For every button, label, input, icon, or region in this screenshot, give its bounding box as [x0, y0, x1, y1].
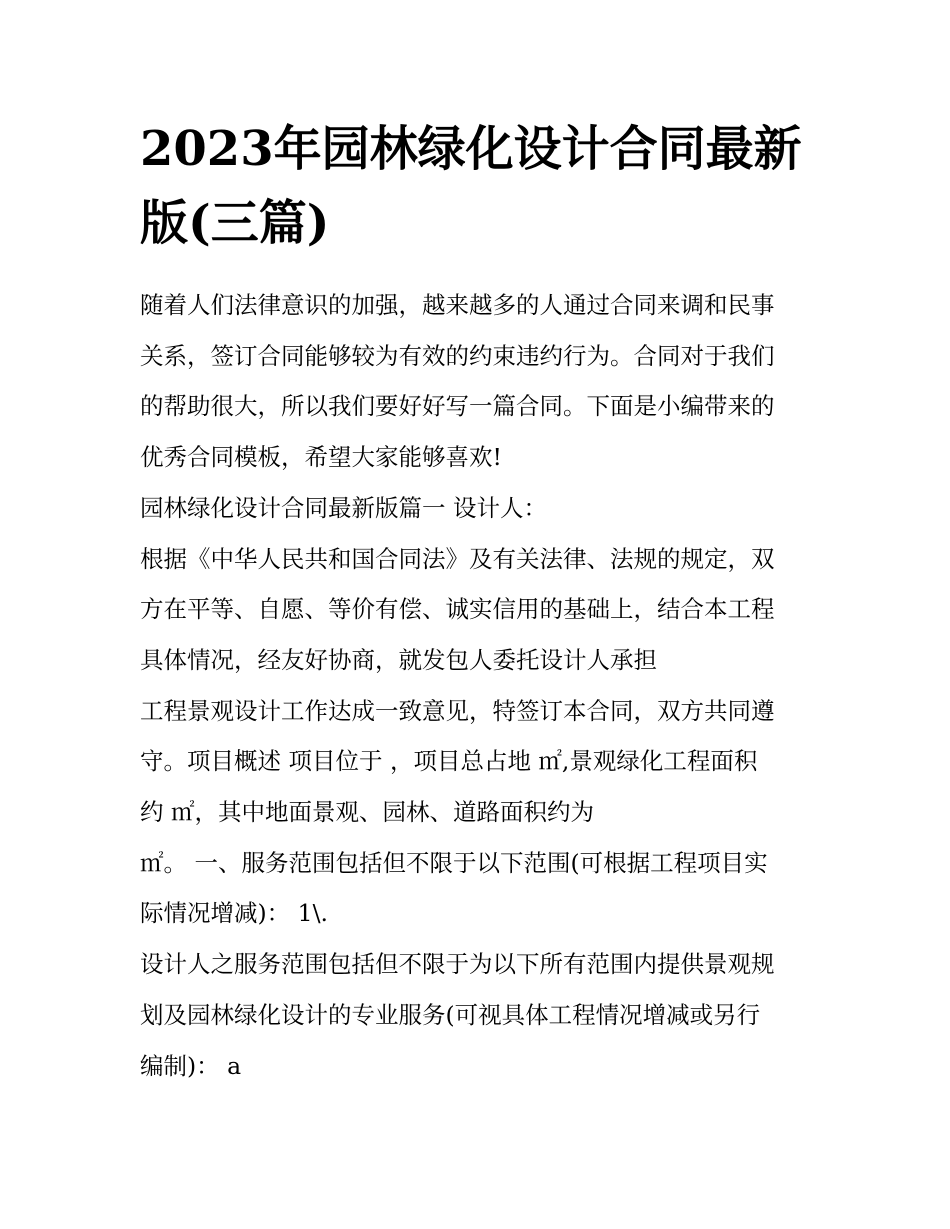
text-line: 划及园林绿化设计的专业服务(可视具体工程情况增减或另行 [140, 1000, 761, 1029]
text-line: 根据《中华人民共和国合同法》及有关法律、法规的规定，双 [140, 544, 775, 573]
text-line: 约 ㎡，其中地面景观、园林、道路面积约为 [140, 798, 594, 827]
project-overview-paragraph [140, 686, 820, 838]
text-line: 际情况增减)： 1\. [140, 899, 328, 928]
document-title [140, 112, 820, 260]
designer-services-paragraph [140, 939, 820, 1091]
text-line: ㎡。 一、服务范围包括但不限于以下范围(可根据工程项目实 [140, 848, 768, 877]
section-heading [140, 483, 820, 534]
legal-basis-paragraph [140, 534, 820, 686]
text-line: 设计人之服务范围包括但不限于为以下所有范围内提供景观规 [140, 950, 775, 979]
text-line: 的帮助很大，所以我们要好好写一篇合同。下面是小编带来的 [140, 392, 775, 421]
title-line: 2023年园林绿化设计合同最新 [140, 121, 802, 177]
text-line: 随着人们法律意识的加强，越来越多的人通过合同来调和民事 [140, 291, 775, 319]
intro-paragraph [140, 280, 820, 483]
text-line: 关系，签订合同能够较为有效的约束违约行为。合同对于我们 [140, 341, 775, 370]
text-line: 守。项目概述 项目位于 ，项目总占地 ㎡,景观绿化工程面积 [140, 747, 758, 776]
text-line: 编制)： a [140, 1051, 242, 1080]
document-body [140, 280, 820, 1091]
text-line: 具体情况，经友好协商，就发包人委托设计人承担 [140, 645, 657, 674]
title-line: 版(三篇) [140, 195, 330, 251]
text-line: 优秀合同模板，希望大家能够喜欢! [140, 443, 502, 472]
text-line: 方在平等、自愿、等价有偿、诚实信用的基础上，结合本工程 [140, 595, 775, 624]
service-scope-paragraph [140, 838, 820, 939]
text-line: 工程景观设计工作达成一致意见，特签订本合同，双方共同遵 [140, 696, 775, 725]
text-line: 园林绿化设计合同最新版篇一 设计人： [140, 493, 547, 522]
